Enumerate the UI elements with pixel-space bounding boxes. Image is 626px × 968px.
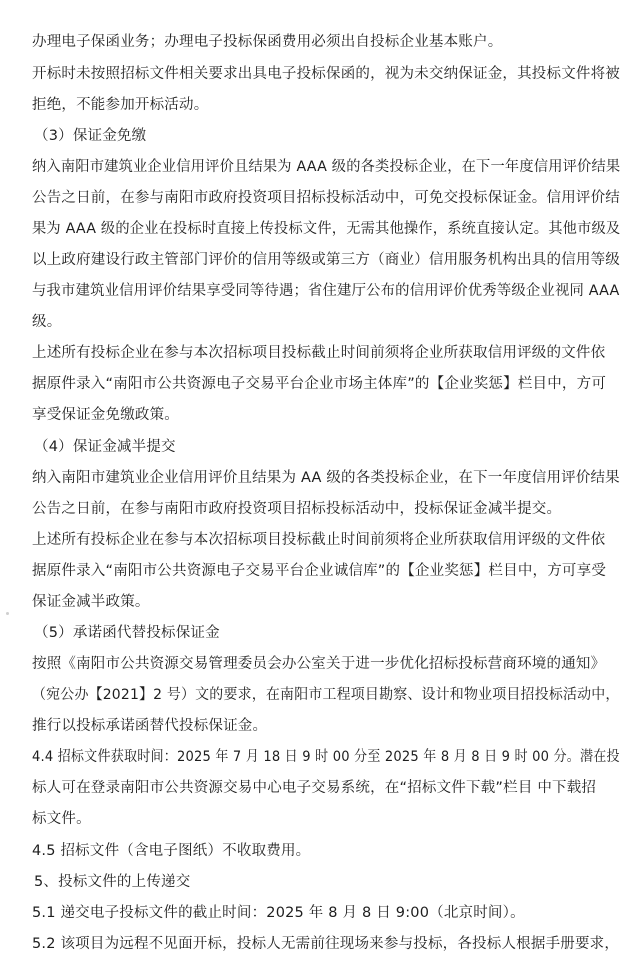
text-line: 标文件。 xyxy=(32,811,91,827)
text-line: 据原件录入“南阳市公共资源电子交易平台企业诚信库”的【企业奖惩】栏目中，方可享受 xyxy=(32,563,607,579)
text-line: 上述所有投标企业在参与本次招标项目投标截止时间前须将企业所获取信用评级的文件依 xyxy=(32,345,606,361)
text-line: 与我市建筑业信用评价结果享受同等待遇；省住建厅公布的信用评价优秀等级企业视同 AAA xyxy=(32,283,620,299)
section-heading: （4）保证金减半提交 xyxy=(34,439,176,455)
text-line: 公告之日前，在参与南阳市政府投资项目招标投标活动中，投标保证金减半提交。 xyxy=(32,501,562,517)
text-line: 标人可在登录南阳市公共资源交易中心电子交易系统，在“招标文件下载”栏目 中下载招 xyxy=(32,780,597,796)
text-line: 果为 AAA 级的企业在投标时直接上传投标文件，无需其他操作，系统直接认定。其他市级及 xyxy=(32,221,621,237)
text-line: 推行以投标承诺函替代投标保证金。 xyxy=(32,718,268,734)
text-line: 按照《南阳市公共资源交易管理委员会办公室关于进一步优化招标投标营商环境的通知》 xyxy=(32,656,606,672)
text-line: （宛公办【2021】2 号）文的要求，在南阳市工程项目勘察、设计和物业项目招投标活动中， xyxy=(32,687,620,703)
text-line: 公告之日前，在参与南阳市政府投资项目招标投标活动中，可免交投标保证金。信用评价结 xyxy=(32,190,620,206)
text-line: 5.2 该项目为远程不见面开标，投标人无需前往现场来参与投标，各投标人根据手册要求， xyxy=(32,936,620,952)
scan-speck xyxy=(6,612,9,615)
text-line: 开标时未按照招标文件相关要求出具电子投标保函的，视为未交纳保证金，其投标文件将被 xyxy=(32,66,620,82)
text-line: 上述所有投标企业在参与本次招标项目投标截止时间前须将企业所获取信用评级的文件依 xyxy=(32,532,606,548)
section-heading: （3）保证金免缴 xyxy=(34,128,147,144)
text-line: 4.4 招标文件获取时间：2025 年 7 月 18 日 9 时 00 分至 2025 年 8 月 8 日 9 时 00 分。潜在投 xyxy=(32,749,620,765)
text-line: 拒绝，不能参加开标活动。 xyxy=(32,97,209,113)
text-line: 享受保证金免缴政策。 xyxy=(32,407,179,423)
text-line: 据原件录入“南阳市公共资源电子交易平台企业市场主体库”的【企业奖惩】栏目中，方可 xyxy=(32,376,607,392)
text-line: 纳入南阳市建筑业企业信用评价且结果为 AAA 级的各类投标企业，在下一年度信用评价结果 xyxy=(32,159,621,175)
text-line: 办理电子保函业务；办理电子投标保函费用必须出自投标企业基本账户。 xyxy=(32,34,503,50)
text-line: 保证金减半政策。 xyxy=(32,594,150,610)
text-line: 4.5 招标文件（含电子图纸）不收取费用。 xyxy=(32,843,311,859)
text-line: 5.1 递交电子投标文件的截止时间：2025 年 8 月 8 日 9:00（北京时间）。 xyxy=(32,905,525,921)
text-line: 级。 xyxy=(32,314,62,330)
section-heading: （5）承诺函代替投标保证金 xyxy=(34,625,220,641)
section-heading: 5、投标文件的上传递交 xyxy=(34,874,191,890)
text-line: 纳入南阳市建筑业企业信用评价且结果为 AA 级的各类投标企业，在下一年度信用评价结果 xyxy=(32,470,620,486)
text-line: 以上政府建设行政主管部门评价的信用等级或第三方（商业）信用服务机构出具的信用等级 xyxy=(32,252,620,268)
